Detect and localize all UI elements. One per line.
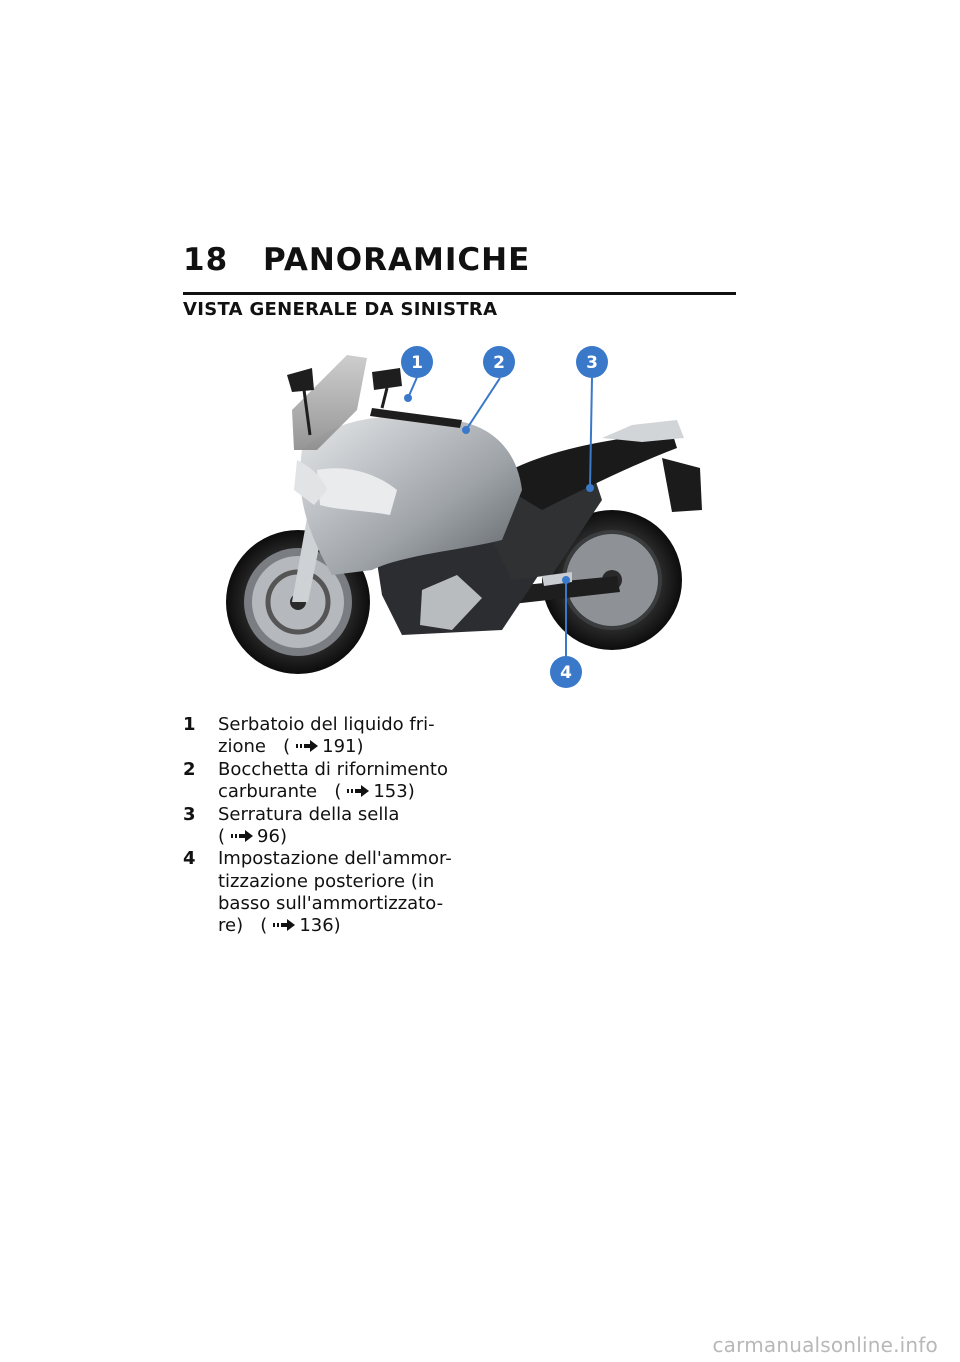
- legend-line: re): [218, 915, 244, 937]
- legend-line: Impostazione dell'ammor-: [218, 848, 452, 870]
- callout-point-3: [587, 485, 593, 491]
- legend-number: 4: [183, 848, 196, 870]
- callout-line-2: [466, 378, 500, 430]
- legend-line: carburante: [218, 781, 318, 803]
- legend-line-with-ref: [218, 781, 483, 803]
- legend-text: [218, 848, 483, 937]
- legend-number: 2: [183, 758, 196, 780]
- motorcycle-illustration: [222, 340, 712, 690]
- legend-list: [183, 714, 483, 938]
- legend-item: [183, 714, 483, 759]
- legend-item: [183, 804, 483, 849]
- license-plate: [662, 458, 702, 512]
- page-reference[interactable]: ( 136): [248, 915, 341, 937]
- callout-point-4: [563, 577, 569, 583]
- legend-text: [218, 714, 483, 759]
- legend-line: zione: [218, 736, 266, 758]
- legend-item: [183, 759, 483, 804]
- callout-label-2: 2: [493, 353, 505, 373]
- callout-label-3: 3: [586, 353, 598, 373]
- page-reference[interactable]: ( 96): [218, 825, 287, 847]
- legend-line: Serratura della sella: [218, 803, 400, 825]
- page-reference-arrow-icon: [347, 781, 369, 803]
- page-number: 18: [183, 242, 229, 278]
- page-reference-number: 191: [322, 736, 357, 758]
- page-reference-arrow-icon: [273, 915, 295, 937]
- page-reference-number: 96: [257, 825, 280, 847]
- legend-line-with-ref: [218, 826, 483, 848]
- tail-section: [602, 420, 684, 442]
- page-reference-number: 136: [299, 915, 334, 937]
- left-mirror: [287, 368, 314, 392]
- callout-point-2: [463, 427, 469, 433]
- header-rule: [183, 292, 736, 295]
- legend-line: Bocchetta di rifornimento: [218, 758, 448, 780]
- page-reference-number: 153: [373, 781, 408, 803]
- legend-text: [218, 759, 483, 804]
- legend-line: basso sull'ammortizzato-: [218, 892, 444, 914]
- section-title: VISTA GENERALE DA SINISTRA: [183, 299, 498, 320]
- right-mirror: [372, 368, 402, 390]
- page-reference-arrow-icon: [296, 736, 318, 758]
- watermark: carmanualsonline.info: [712, 1333, 938, 1357]
- motorcycle-figure: [222, 340, 712, 690]
- legend-number: 1: [183, 714, 196, 735]
- page-reference[interactable]: ( 191): [271, 736, 364, 758]
- page-reference-arrow-icon: [231, 826, 253, 848]
- callout-label-1: 1: [411, 353, 423, 373]
- chapter-title: PANORAMICHE: [263, 242, 531, 278]
- legend-line: Serbatoio del liquido fri-: [218, 714, 435, 735]
- callout-point-1: [405, 395, 411, 401]
- legend-line-with-ref: [218, 915, 483, 937]
- legend-line: tizzazione posteriore (in: [218, 870, 435, 892]
- callout-label-4: 4: [560, 663, 572, 683]
- legend-number: 3: [183, 803, 196, 825]
- legend-item: [183, 848, 483, 937]
- legend-line-with-ref: [218, 736, 483, 758]
- legend-text: [218, 804, 483, 849]
- page-reference[interactable]: ( 153): [322, 781, 415, 803]
